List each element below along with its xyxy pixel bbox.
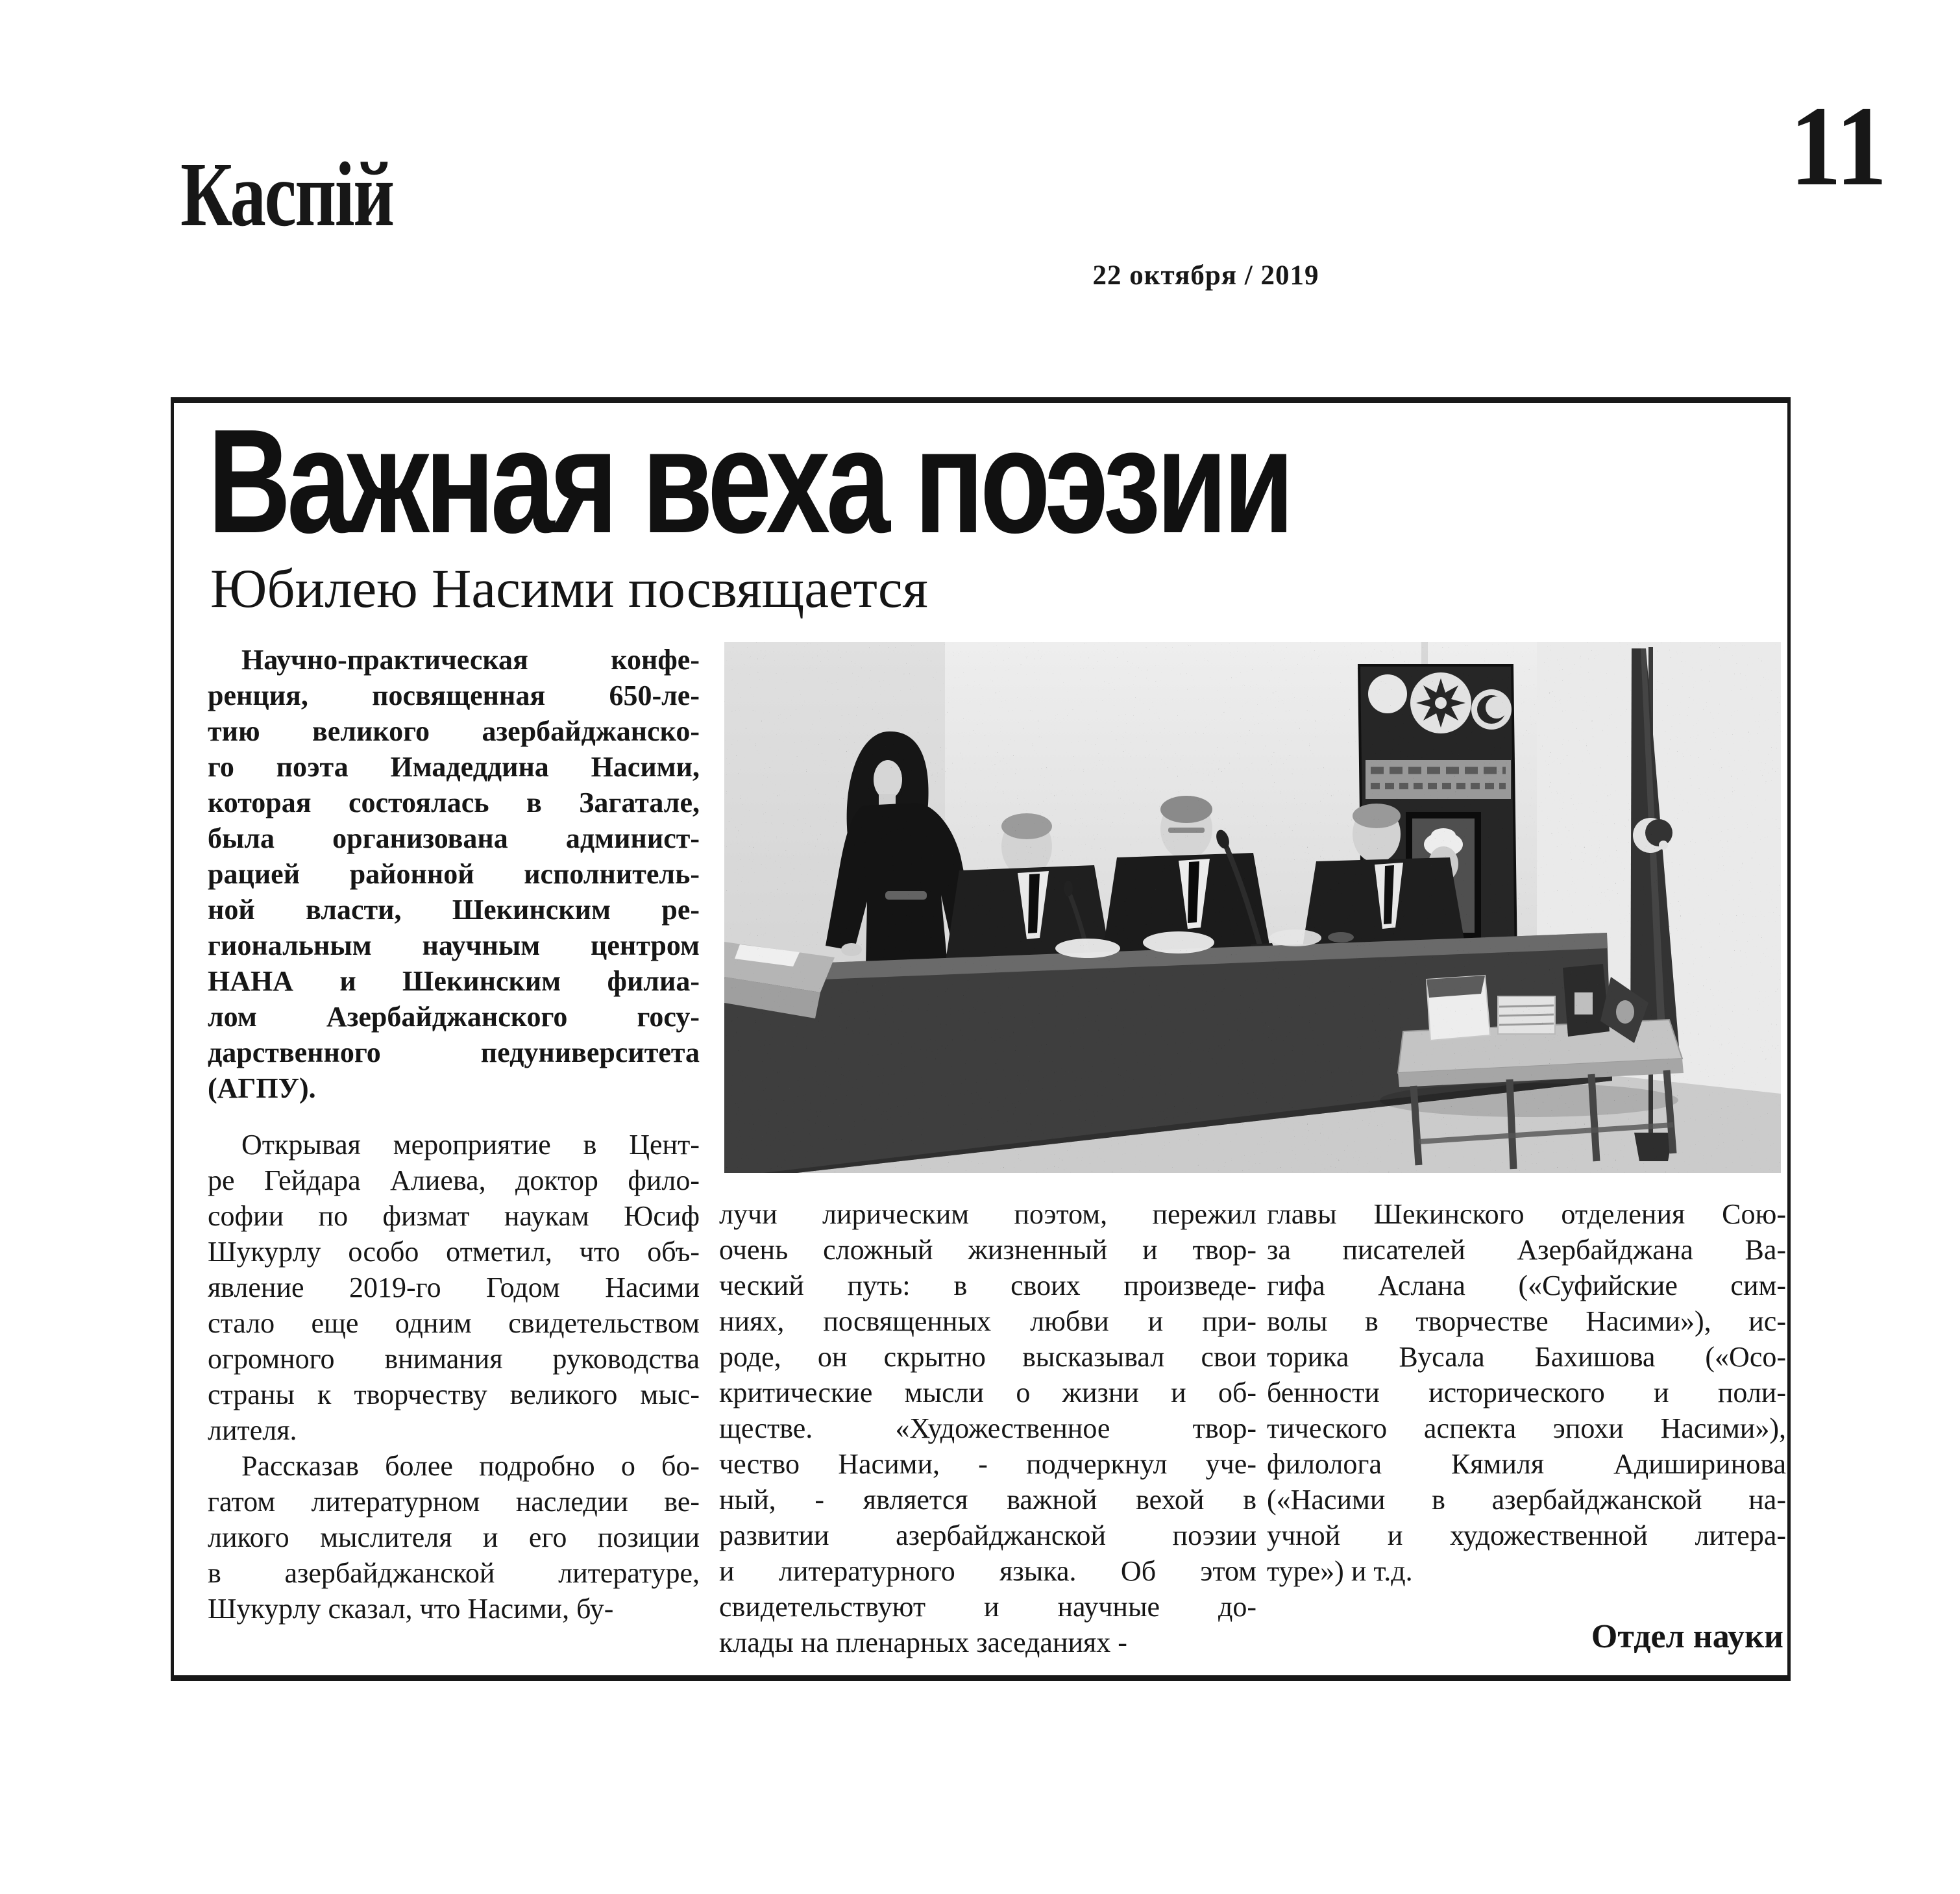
text-line: филолога Кямиля Адиширинова — [1267, 1448, 1786, 1480]
masthead: Каспій — [180, 143, 393, 245]
article-box — [171, 397, 1791, 1681]
text-line: Рассказав более подробно о бо- — [241, 1450, 700, 1482]
text-line: страны к творчеству великого мыс- — [208, 1379, 700, 1410]
text-line: ликого мыслителя и его позиции — [208, 1521, 700, 1553]
photo-svg — [724, 642, 1781, 1173]
text-line: гиональным научным центром — [208, 929, 700, 961]
text-line: и литературного языка. Об этом — [719, 1555, 1256, 1587]
conference-photo — [724, 642, 1781, 1173]
column-1 — [208, 642, 700, 1627]
text-line: очень сложный жизненный и твор- — [719, 1234, 1256, 1266]
paragraph-4 — [719, 1196, 1256, 1660]
paragraph-2 — [208, 1127, 700, 1448]
text-line: туре») и т.д. — [1267, 1555, 1413, 1587]
text-line: лом Азербайджанского госу- — [208, 1001, 700, 1033]
text-line: огромного внимания руководства — [208, 1343, 700, 1375]
column-2 — [719, 1196, 1256, 1660]
text-line: лучи лирическим поэтом, пережил — [719, 1198, 1256, 1230]
text-line: ческий путь: в своих произведе- — [719, 1270, 1256, 1301]
text-line: ре Гейдара Алиева, доктор фило- — [208, 1164, 700, 1196]
text-line: Шукурлу сказал, что Насими, бу- — [208, 1593, 614, 1625]
text-line: которая состоялась в Загатале, — [208, 787, 700, 818]
text-line: критические мысли о жизни и об- — [719, 1377, 1256, 1408]
paragraph-5 — [1267, 1196, 1786, 1589]
text-line: гатом литературном наследии ве- — [208, 1486, 700, 1518]
text-line: в азербайджанской литературе, — [208, 1557, 700, 1589]
lead-paragraph — [208, 642, 700, 1106]
text-line: бенности исторического и поли- — [1267, 1377, 1786, 1408]
text-line: го поэта Имадеддина Насими, — [208, 751, 700, 783]
text-line: главы Шекинского отделения Сою- — [1267, 1198, 1786, 1230]
text-line: свидетельствуют и научные до- — [719, 1591, 1256, 1623]
text-line: ной власти, Шекинским ре- — [208, 894, 700, 926]
text-line: рацией районной исполнитель- — [208, 858, 700, 890]
text-line: чество Насими, - подчеркнул уче- — [719, 1448, 1256, 1480]
text-line: НАНА и Шекинским филиа- — [208, 965, 700, 997]
paragraph-3 — [208, 1448, 700, 1627]
text-line: ный, - является важной вехой в — [719, 1484, 1256, 1516]
date-line: 22 октября / 2019 — [1092, 260, 1319, 291]
text-line: ниях, посвященных любви и при- — [719, 1305, 1256, 1337]
text-line: волы в творчестве Насими»), ис- — [1267, 1305, 1786, 1337]
text-line: Открывая мероприятие в Цент- — [241, 1129, 700, 1161]
text-line: клады на пленарных заседаниях - — [719, 1627, 1127, 1658]
text-line: ренция, посвященная 650-ле- — [208, 680, 700, 711]
text-line: ществе. «Художественное твор- — [719, 1412, 1256, 1444]
text-line: за писателей Азербайджана Ва- — [1267, 1234, 1786, 1266]
text-line: (АГПУ). — [208, 1072, 316, 1104]
column-3 — [1267, 1196, 1786, 1654]
subtitle: Юбилею Насими посвящается — [210, 558, 928, 619]
photo-grain-light — [724, 642, 1781, 1173]
text-line: торика Вусала Бахишова («Осо- — [1267, 1341, 1786, 1373]
page-number: 11 — [1790, 83, 1887, 210]
text-line: Научно-практическая конфе- — [241, 644, 700, 676]
text-line: дарственного педуниверситета — [208, 1037, 700, 1068]
text-line: тию великого азербайджанско- — [208, 715, 700, 747]
text-line: софии по физмат наукам Юсиф — [208, 1200, 700, 1232]
text-line: развитии азербайджанской поэзии — [719, 1519, 1256, 1551]
text-line: стало еще одним свидетельством — [208, 1307, 700, 1339]
text-line: («Насими в азербайджанской на- — [1267, 1484, 1786, 1516]
headline: Важная веха поэзии — [208, 399, 1290, 564]
text-line: роде, он скрытно высказывал свои — [719, 1341, 1256, 1373]
text-line: гифа Аслана («Суфийские сим- — [1267, 1270, 1786, 1301]
text-line: Шукурлу особо отметил, что объ- — [208, 1236, 700, 1268]
text-line: была организована админист- — [208, 822, 700, 854]
text-line: явление 2019-го Годом Насими — [208, 1272, 700, 1303]
text-line: учной и художественной литера- — [1267, 1519, 1786, 1551]
text-line: тического аспекта эпохи Насими»), — [1267, 1412, 1786, 1444]
byline: Отдел науки — [1591, 1618, 1783, 1655]
text-line: лителя. — [208, 1414, 297, 1446]
